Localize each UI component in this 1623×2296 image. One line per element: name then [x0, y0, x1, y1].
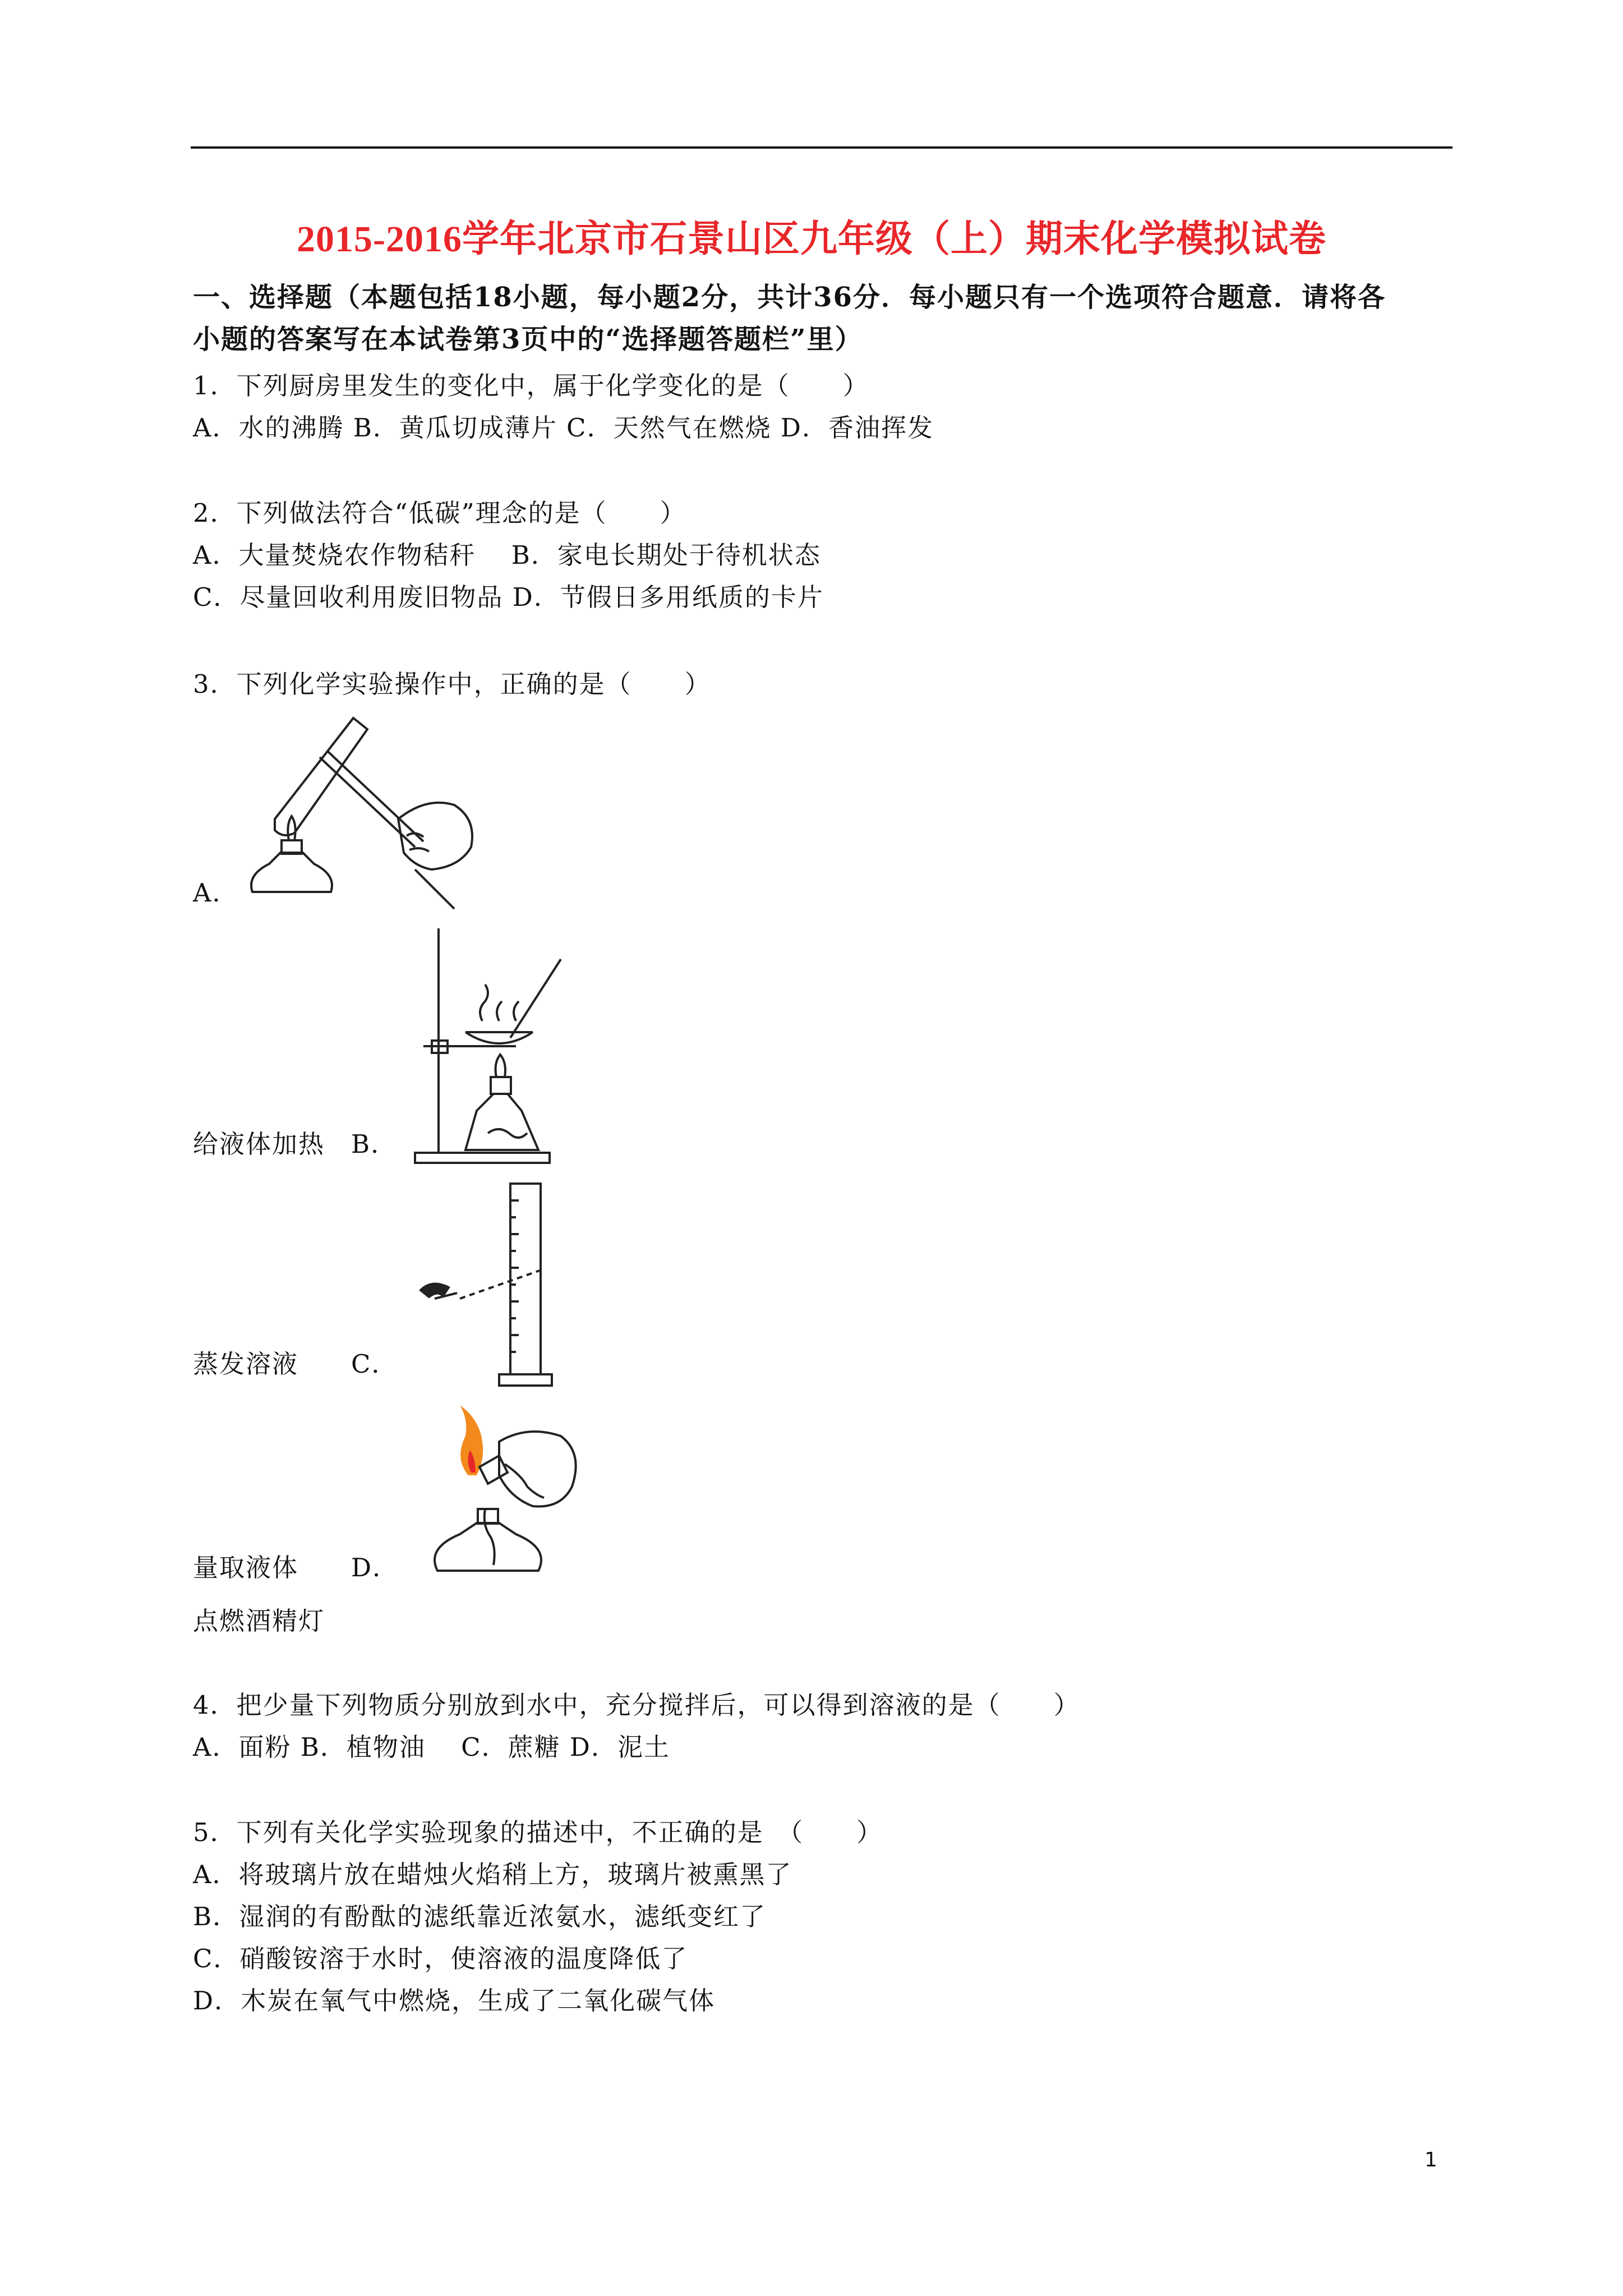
- page-number: 1: [1424, 2148, 1437, 2171]
- figure-heating-liquid: [236, 707, 482, 914]
- question-3-option-d-label: 量取液体 D．: [193, 1553, 399, 1582]
- question-4-stem: 4．把少量下列物质分别放到水中，充分搅拌后，可以得到溶液的是（ ）: [193, 1690, 1080, 1720]
- question-1-options: A．水的沸腾 B．黄瓜切成薄片 C．天然气在燃烧 D．香油挥发: [193, 413, 934, 443]
- question-5-stem: 5．下列有关化学实验现象的描述中，不正确的是 （ ）: [193, 1818, 883, 1847]
- question-3-option-d-caption: 点燃酒精灯: [193, 1606, 325, 1636]
- question-3-option-a-label: A．: [193, 878, 239, 908]
- question-5-option-b: B．湿润的有酚酞的滤纸靠近浓氨水，滤纸变红了: [193, 1902, 767, 1931]
- figure-evaporation: [404, 926, 578, 1167]
- question-5-option-c: C．硝酸铵溶于水时，使溶液的温度降低了: [193, 1944, 688, 1973]
- question-4-options: A．面粉 B．植物油 C．蔗糖 D．泥土: [193, 1732, 670, 1762]
- question-2-options-row2: C．尽量回收利用废旧物品 D．节假日多用纸质的卡片: [193, 582, 824, 612]
- question-5-option-a: A．将玻璃片放在蜡烛火焰稍上方，玻璃片被熏黑了: [193, 1860, 792, 1889]
- question-3-stem: 3．下列化学实验操作中，正确的是（ ）: [193, 669, 711, 699]
- question-3-option-c-label: 蒸发溶液 C．: [193, 1349, 398, 1379]
- section-heading-line1: 一、选择题（本题包括18小题，每小题2分，共计36分．每小题只有一个选项符合题意．请将各: [193, 282, 1386, 313]
- question-2-stem: 2．下列做法符合“低碳”理念的是（ ）: [193, 498, 686, 528]
- question-5-option-d: D．木炭在氧气中燃烧，生成了二氧化碳气体: [193, 1986, 716, 2016]
- figure-graduated-cylinder: [409, 1178, 566, 1391]
- question-1-stem: 1．下列厨房里发生的变化中，属于化学变化的是（ ）: [193, 371, 869, 401]
- question-3-option-b-label: 给液体加热 B．: [193, 1129, 398, 1159]
- figure-lighting-alcohol-lamp: [415, 1402, 600, 1593]
- section-heading-line2: 小题的答案写在本试卷第3页中的“选择题答题栏”里）: [193, 324, 863, 355]
- question-2-options-row1: A．大量焚烧农作物秸秆 B．家电长期处于待机状态: [193, 540, 821, 570]
- exam-title: 2015-2016学年北京市石景山区九年级（上）期末化学模拟试卷: [297, 219, 1326, 260]
- header-rule: [191, 146, 1453, 149]
